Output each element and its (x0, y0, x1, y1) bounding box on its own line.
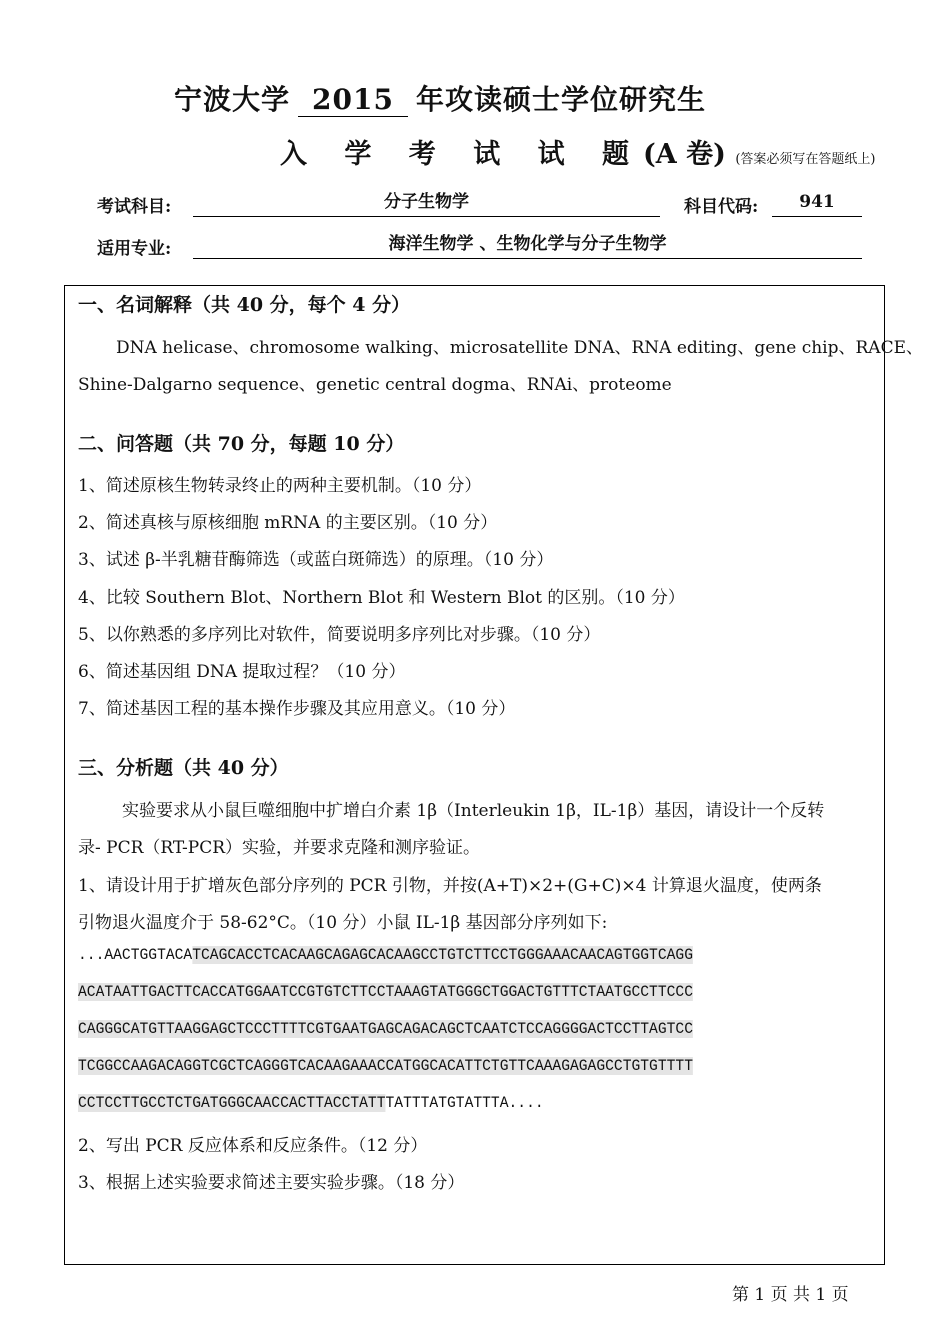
section2-heading: 二、问答题（共 70 分，每题 10 分） (78, 433, 405, 455)
exam-volume: (A 卷) (643, 139, 726, 170)
question-item: 5、以你熟悉的多序列比对软件，简要说明多序列比对步骤。（10 分） (78, 625, 601, 645)
subject-value: 分子生物学 (193, 188, 660, 217)
school-name: 宁波大学 (173, 83, 290, 116)
terms-line-1: DNA helicase、chromosome walking、microsatellite DNA、RNA editing、gene chip、RACE、 (116, 338, 923, 358)
analysis-q2: 2、写出 PCR 反应体系和反应条件。（12 分） (78, 1136, 428, 1156)
analysis-intro-2: 录- PCR（RT-PCR）实验，并要求克隆和测序验证。 (78, 838, 481, 858)
title-rest: 年攻读硕士学位研究生 (416, 83, 707, 116)
exam-title-line2 (280, 132, 875, 171)
code-value: 941 (772, 188, 862, 217)
major-value: 海洋生物学 、生物化学与分子生物学 (193, 230, 862, 259)
exam-year: 2015 (298, 83, 408, 117)
sequence-line (78, 1094, 544, 1112)
sequence-line (78, 946, 693, 964)
exam-title-line1 (0, 78, 880, 118)
analysis-intro-1: 实验要求从小鼠巨噬细胞中扩增白介素 1β（Interleukin 1β，IL-1β）基因，请设计一个反转 (122, 801, 825, 821)
major-label: 适用专业: (97, 239, 172, 259)
sequence-plain: TATTTATGTATTTA.... (385, 1094, 544, 1112)
sequence-highlight: TCAGCACCTCACAAGCAGAGCACAAGCCTGTCTTCCTGGGAAACAACAGTGGTCAGG (192, 946, 693, 964)
sequence-line (78, 1020, 693, 1038)
section3-heading: 三、分析题（共 40 分） (78, 757, 289, 779)
analysis-q1-line1: 1、请设计用于扩增灰色部分序列的 PCR 引物，并按(A+T)×2+(G+C)×4 计算退火温度，使两条 (78, 876, 822, 896)
subject-label: 考试科目: (97, 197, 172, 217)
page-number: 第 1 页 共 1 页 (732, 1285, 849, 1305)
sequence-line (78, 1057, 693, 1075)
question-item: 2、简述真核与原核细胞 mRNA 的主要区别。（10 分） (78, 513, 498, 533)
code-label: 科目代码: (684, 197, 759, 217)
sequence-line (78, 983, 693, 1001)
question-item: 1、简述原核生物转录终止的两种主要机制。（10 分） (78, 476, 482, 496)
question-item: 3、试述 β-半乳糖苷酶筛选（或蓝白斑筛选）的原理。（10 分） (78, 550, 554, 570)
sequence-highlight: CAGGGCATGTTAAGGAGCTCCCTTTTCGTGAATGAGCAGACAGCTCAATCTCCAGGGGACTCCTTAGTCC (78, 1020, 693, 1038)
terms-line-2: Shine-Dalgarno sequence、genetic central dogma、RNAi、proteome (78, 375, 672, 395)
section1-heading: 一、名词解释（共 40 分，每个 4 分） (78, 294, 411, 316)
analysis-q3: 3、根据上述实验要求简述主要实验步骤。（18 分） (78, 1173, 465, 1193)
analysis-q1-line2: 引物退火温度介于 58-62°C。（10 分）小鼠 IL-1β 基因部分序列如下: (78, 913, 608, 933)
answer-note: (答案必须写在答题纸上) (735, 152, 876, 167)
question-item: 4、比较 Southern Blot、Northern Blot 和 Western Blot 的区别。（10 分） (78, 588, 685, 608)
exam-heading: 入 学 考 试 试 题 (280, 139, 643, 170)
question-item: 7、简述基因工程的基本操作步骤及其应用意义。（10 分） (78, 699, 516, 719)
question-item: 6、简述基因组 DNA 提取过程？（10 分） (78, 662, 406, 682)
sequence-plain: ...AACTGGTACA (78, 946, 193, 964)
sequence-highlight: ACATAATTGACTTCACCATGGAATCCGTGTCTTCCTAAAGTATGGGCTGGACTGTTTCTAATGCCTTCCC (78, 983, 693, 1001)
sequence-highlight: CCTCCTTGCCTCTGATGGGCAACCACTTACCTATT (78, 1094, 386, 1112)
sequence-highlight: TCGGCCAAGACAGGTCGCTCAGGGTCACAAGAAACCATGGCACATTCTGTTCAAAGAGAGCCTGTGTTTT (78, 1057, 693, 1075)
